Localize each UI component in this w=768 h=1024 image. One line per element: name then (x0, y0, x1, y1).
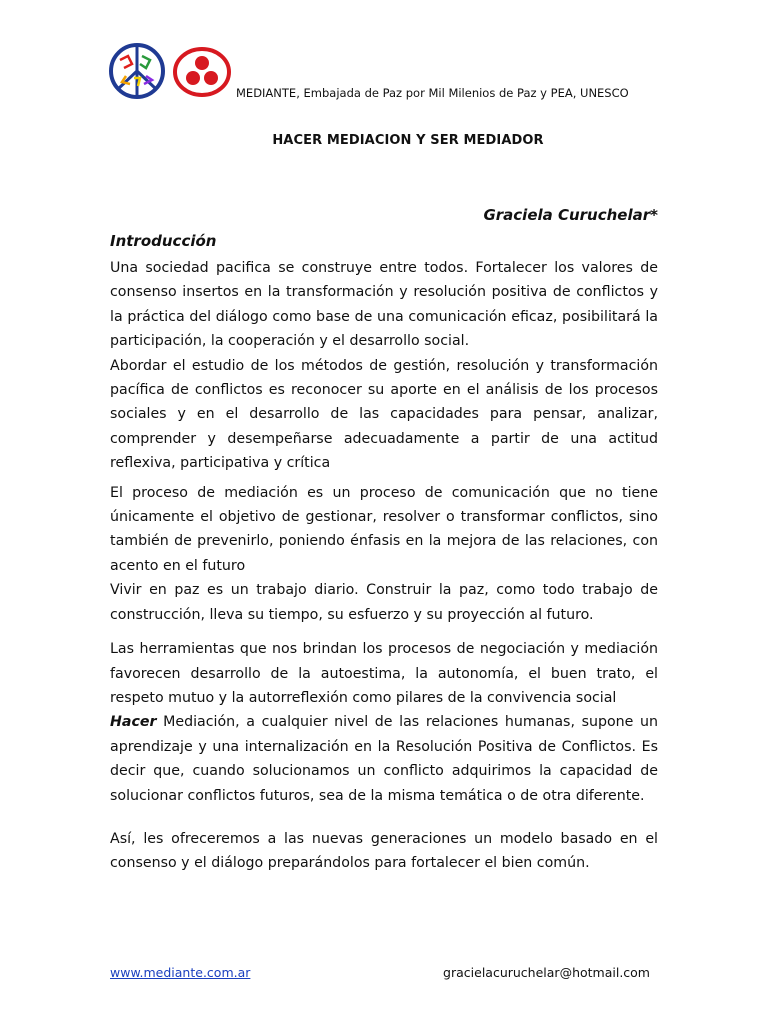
paragraph-2: Abordar el estudio de los métodos de gestión, resolución y transformación pacífica de conflictos es reconocer su aporte en el análisis de los procesos sociales y en el desarrollo de las capacidades para pensar, analizar, comprender y desempeñarse adecuadamente a partir de una actitud reflexiva, participativa y crítica (110, 357, 658, 472)
paragraph-7: Así, les ofreceremos a las nuevas generaciones un modelo basado en el consenso y el diálogo preparándolos para fortalecer el bien común. (110, 830, 658, 872)
peace-symbol-logo-icon (108, 42, 166, 100)
paragraph-6-text: Mediación, a cualquier nivel de las relaciones humanas, supone un aprendizaje y una internalización en la Resolución Positiva de Conflictos. Es decir que, cuando solucionamos un conflicto adquirimos la capacidad de solucionar conflictos futuros, sea de la misma temática o de otra diferente. (110, 714, 658, 804)
contact-email: gracielacuruchelar@hotmail.com (443, 965, 650, 980)
paragraph-1: Una sociedad pacifica se construye entre todos. Fortalecer los valores de consenso insertos en la transformación y resolución positiva de conflictos y la práctica del diálogo como base de una comunicación eficaz, posibilitará la participación, la cooperación y el desarrollo social. (110, 260, 658, 350)
paragraph-6 (110, 710, 658, 808)
page-header (108, 42, 668, 102)
document-body (110, 256, 658, 876)
page-footer (110, 965, 650, 980)
organization-line: MEDIANTE, Embajada de Paz por Mil Milenios de Paz y PEA, UNESCO (236, 86, 629, 100)
website-link[interactable]: www.mediante.com.ar (110, 965, 251, 980)
paragraph-3: El proceso de mediación es un proceso de comunicación que no tiene únicamente el objetivo de gestionar, resolver o transformar conflictos, sino también de prevenirlo, poniendo énfasis en la mejora de las relaciones, con acento en el futuro (110, 484, 658, 574)
emphasis-hacer: Hacer (110, 714, 157, 731)
paragraph-4: Vivir en paz es un trabajo diario. Construir la paz, como todo trabajo de construcción, lleva su tiempo, su esfuerzo y su proyección al futuro. (110, 582, 658, 623)
section-heading: Introducción (110, 232, 217, 250)
banner-of-peace-logo-icon (172, 46, 232, 98)
document-title: HACER MEDIACION Y SER MEDIADOR (272, 133, 544, 148)
paragraph-5: Las herramientas que nos brindan los procesos de negociación y mediación favorecen desarrollo de la autoestima, la autonomía, el buen trato, el respeto mutuo y la autorreflexión como pilares de la convivencia social (110, 641, 658, 706)
author-name: Graciela Curuchelar* (483, 206, 658, 224)
